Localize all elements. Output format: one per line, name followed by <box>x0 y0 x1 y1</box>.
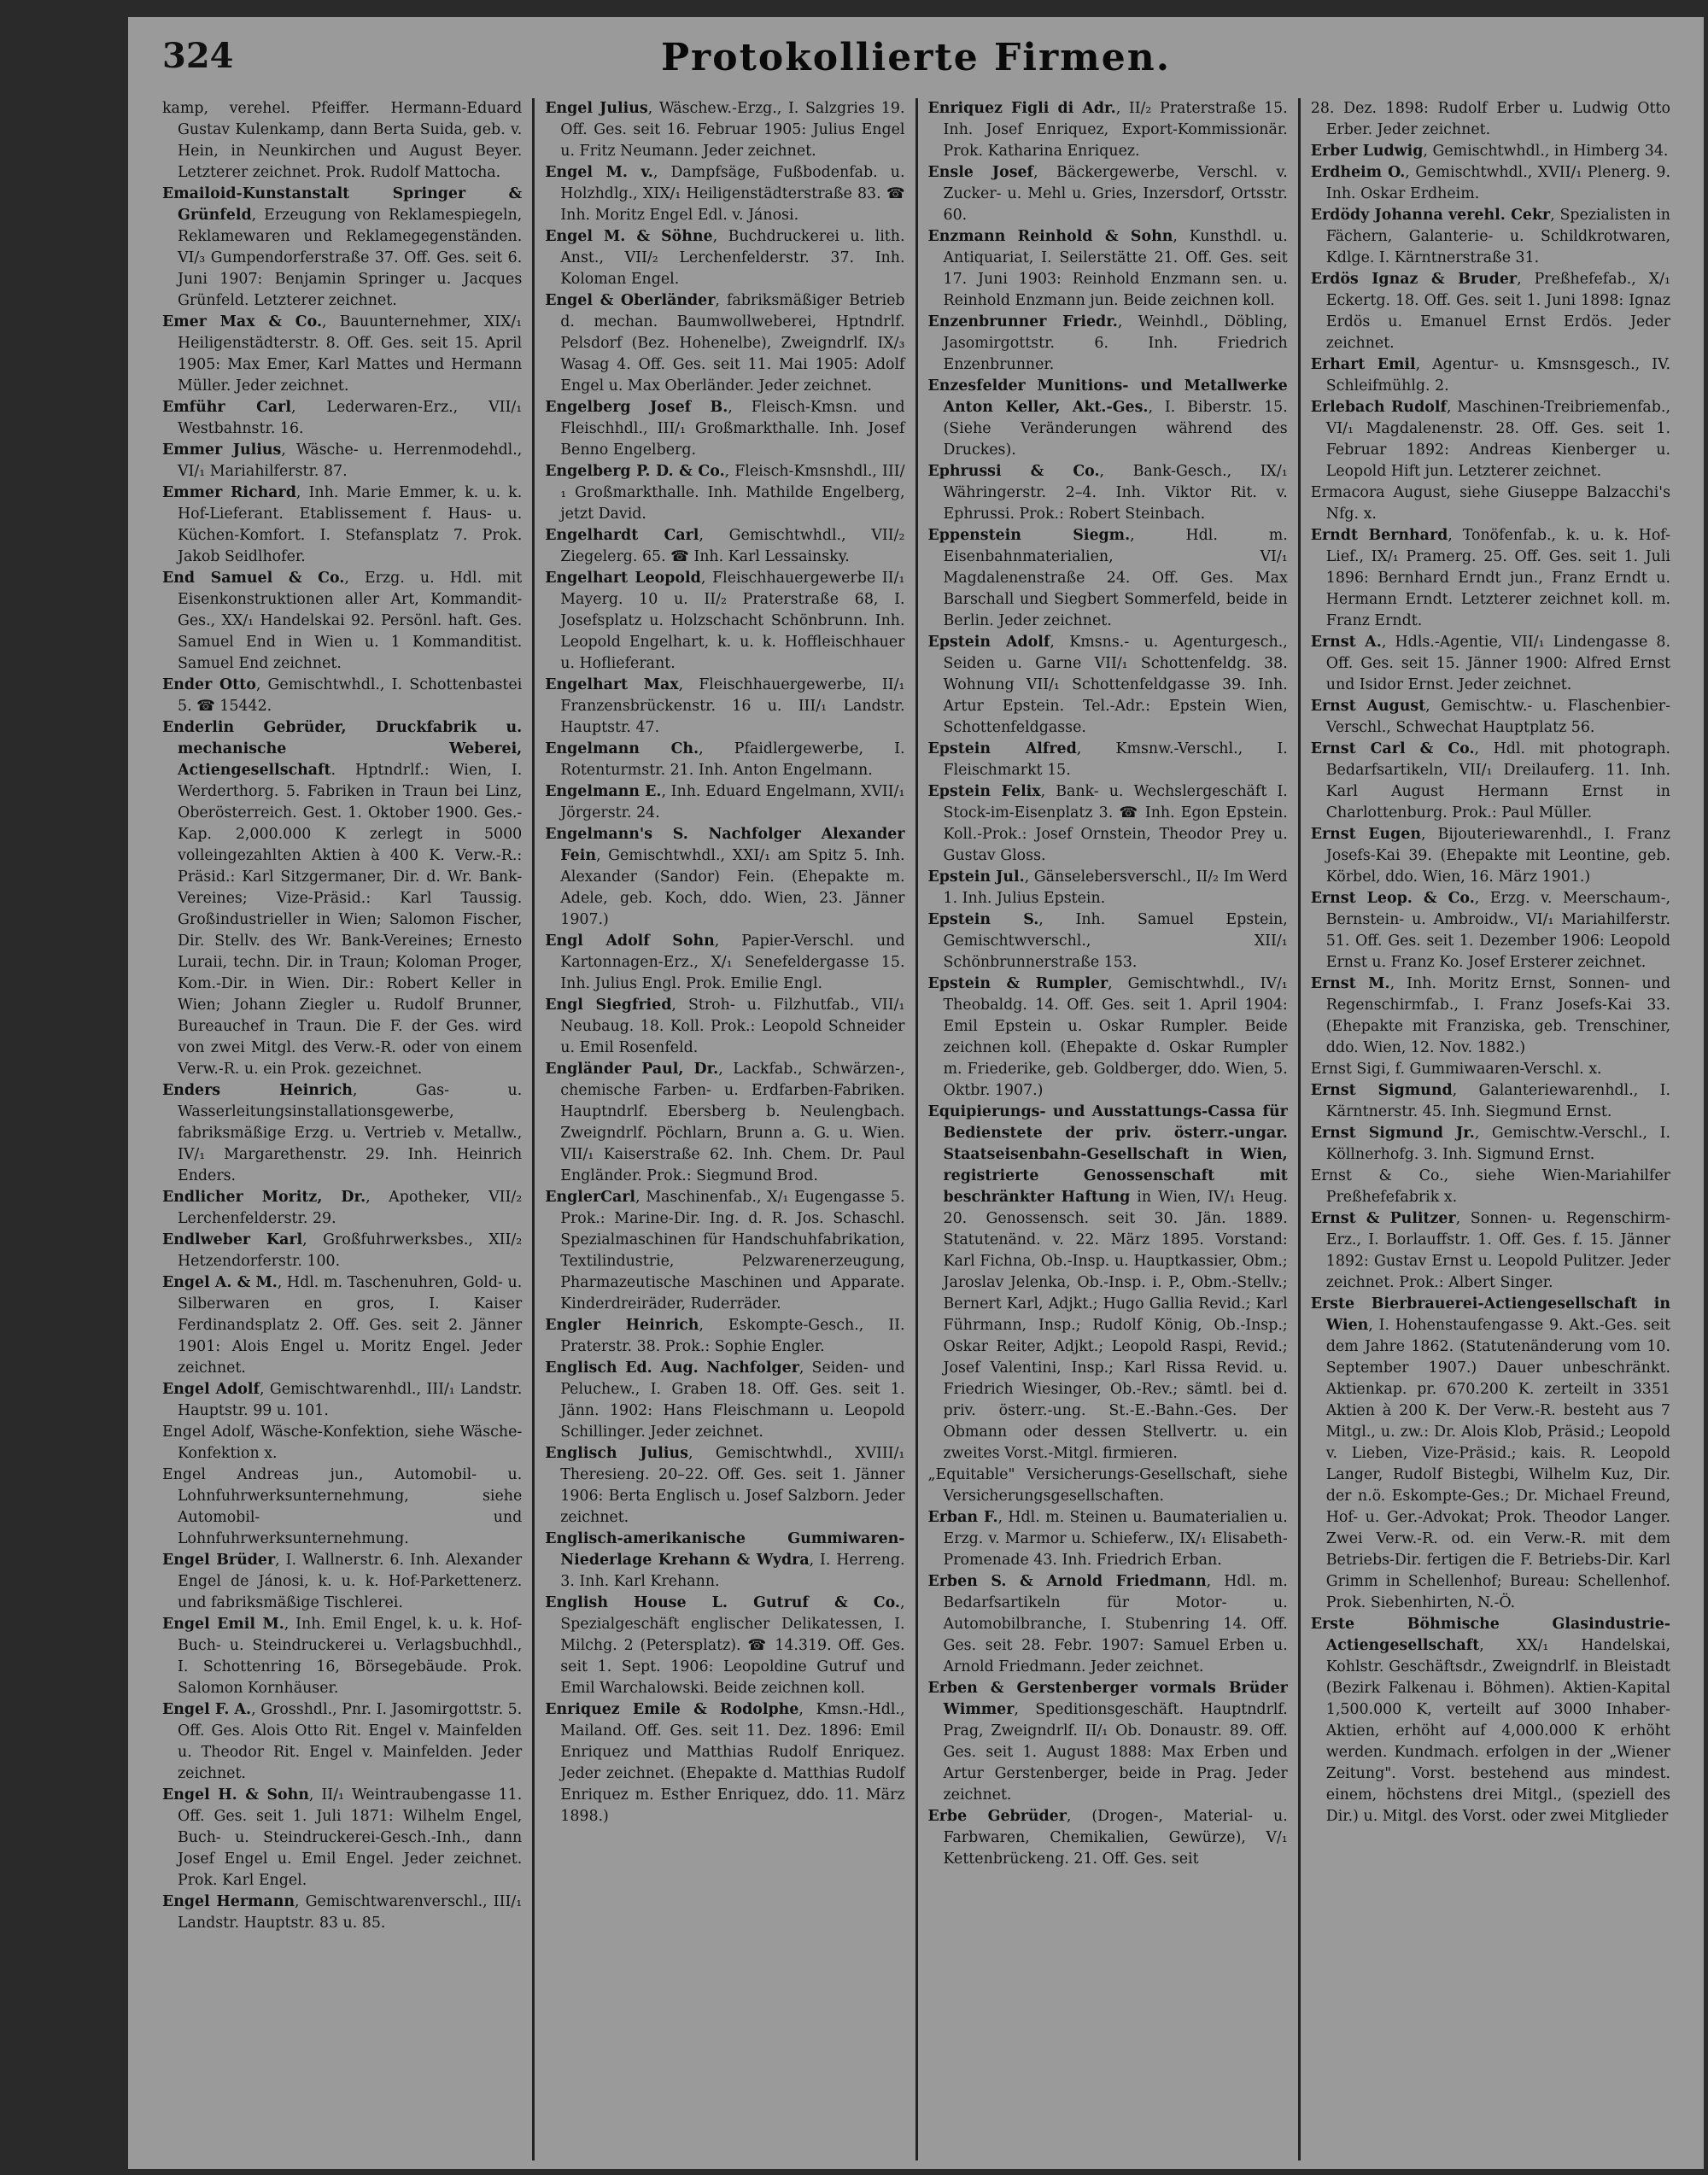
firm-name: Epstein Jul. <box>927 868 1025 886</box>
entry-text: , Fleischhauergewerbe, II/₁ Franzensbrückenstr. 16 u. III/₁ Landstr. Hauptstr. 47. <box>560 676 905 736</box>
entry-text: , Gemischtwhdl., VII/₂ Ziegelerg. 65. ☎ Inh. Karl Lessainsky. <box>560 527 905 565</box>
firm-name: Ernst M. <box>1310 975 1390 992</box>
firm-name: Engl Siegfried <box>545 997 672 1014</box>
entry-text: , Fleisch-Kmsnshdl., III/₁ Großmarkthalle. Inh. Mathilde Engelberg, jetzt David. <box>560 463 905 523</box>
entry-text: , II/₂ Praterstraße 15. Inh. Josef Enriquez, Export-Kommissionär. Prok. Katharina Enriquez. <box>943 100 1288 160</box>
firm-name: Enriquez Figli di Adr. <box>927 100 1116 117</box>
firm-name: Emmer Julius <box>162 441 282 459</box>
directory-entry <box>162 482 522 568</box>
directory-entry <box>162 1699 522 1785</box>
firm-name: Enderlin Gebrüder, Druckfabrik u. mechanische Weberei, Actiengesellschaft <box>162 719 523 779</box>
firm-name: Erlebach Rudolf <box>1310 399 1447 416</box>
entry-text: , Pfaidlergewerbe, I. Rotenturmstr. 21. Inh. Anton Engelmann. <box>560 740 905 779</box>
entry-text: , Maschinen-Treibriemenfab., VI/₁ Magdalenenstr. 28. Off. Ges. seit 1. Februar 1892: Andreas Kienberger u. Leopold Hift jun. Letzterer zeichnet. <box>1325 399 1670 480</box>
directory-entry <box>1311 98 1670 141</box>
firm-name: Engel M. v. <box>545 164 653 181</box>
directory-entry <box>928 461 1288 525</box>
page-number: 324 <box>162 36 234 76</box>
directory-entry <box>162 675 522 717</box>
directory-entry <box>928 525 1288 632</box>
directory-entry <box>162 717 522 1080</box>
directory-entry <box>1311 824 1670 888</box>
directory-entry <box>545 98 904 162</box>
entry-text: , Bäckergewerbe, Verschl. v. Zucker- u. Mehl u. Gries, Inzersdorf, Ortsstr. 60. <box>943 164 1288 224</box>
firm-name: Emer Max & Co. <box>162 313 322 330</box>
firm-name: Enzenbrunner Friedr. <box>927 313 1118 330</box>
entry-text: , Erzg. v. Meerschaum-, Bernstein- u. Ambroidw., VI/₁ Mariahilferstr. 51. Off. Ges. seit 1. Dezember 1906: Leopold Ernst u. Franz Ko. Josef Ersterer zeichnet. <box>1325 890 1670 971</box>
directory-entry <box>1311 739 1670 824</box>
entry-text: , XX/₁ Handelskai, Kohlstr. Geschäftsdr., Zweigndrlf. in Bleistadt (Bezirk Falkenau i. Böhmen). Aktien-Kapital 1,500.000 K, verteilt auf 3000 Inhaber-Aktien, erhöht auf 4,000.000 K erhöht werden. Kundmach. erfolgen in der „Wiener Zeitung". Vorst. bestehend aus mindest. einem, höchstens drei Mitgl., (speziell des Dir.) u. Mitgl. des Vorst. oder zwei Mitglieder <box>1325 1637 1670 1825</box>
directory-entry <box>545 824 904 931</box>
directory-entry <box>545 675 904 739</box>
firm-name: EnglerCarl <box>545 1189 636 1206</box>
directory-entry <box>928 312 1288 376</box>
directory-entry <box>162 440 522 482</box>
directory-entry <box>1311 632 1670 696</box>
firm-name: Ernst Leop. & Co. <box>1310 890 1475 907</box>
directory-entry <box>162 1230 522 1272</box>
firm-name: Engel M. & Söhne <box>545 228 713 245</box>
directory-entry <box>1311 269 1670 354</box>
firm-name: Erbe Gebrüder <box>927 1808 1067 1825</box>
entry-text: , Agentur- u. Kmsnsgesch., IV. Schleifmühlg. 2. <box>1325 356 1670 395</box>
firm-name: Engelmann's S. Nachfolger Alexander Fein <box>545 826 905 864</box>
column-2 <box>535 98 917 2160</box>
firm-name: Englisch-amerikanische Gummiwaren-Niederlage Krehann & Wydra <box>545 1530 905 1569</box>
entry-text: , Inh. Moritz Ernst, Sonnen- und Regenschirmfab., I. Franz Josefs-Kai 33. (Ehepakte mit Franziska, geb. Trenschiner, ddo. Wien, 12. Nov. 1882.) <box>1325 975 1670 1056</box>
entry-text: , Gemischtwhdl., XVIII/₁ Theresieng. 20–22. Off. Ges. seit 1. Jänner 1906: Berta Englisch u. Josef Salzborn. Jeder zeichnet. <box>560 1445 905 1526</box>
entry-text: . Hptndrlf.: Wien, I. Werderthorg. 5. Fabriken in Traun bei Linz, Oberösterreich. Gest. 1. Oktober 1900. Ges.-Kap. 2,000.000 K zerlegt in 5000 volleingezahlten Aktien à 400 K. Verw.-R.: Präsid.: Karl Sitzgermaner, Dir. d. Wr. Bank-Vereines; Vize-Präsid.: Karl Taussig. Großindustrieller in Wien; Salomon Fischer, Dir. Stellv. des Wr. Bank-Vereines; Ernesto Luraii, techn. Dir. in Traun; Koloman Proger, Kom.-Dir. in Wien. Dir.: Robert Keller in Wien; Johann Ziegler u. Rudolf Brunner, Bureauchef in Traun. Die F. der Ges. wird von zwei Mitgl. des Verw.-R. oder von einem Verw.-R. u. ein Prok. gezeichnet. <box>178 762 523 1078</box>
firm-name: Engelhart Max <box>545 676 679 693</box>
firm-name: Engel Adolf <box>162 1381 260 1398</box>
entry-text: , Inh. Marie Emmer, k. u. k. Hof-Lieferant. Etablissement f. Haus- u. Küchen-Komfort. I. Stefansplatz 7. Prok. Jakob Seidlhofer. <box>178 484 523 565</box>
directory-entry <box>1311 1614 1670 1827</box>
firm-name: Engel F. A. <box>162 1701 252 1718</box>
entry-text: , Erzg. u. Hdl. mit Eisenkonstruktionen aller Art, Kommandit-Ges., XX/₁ Handelskai 92. Persönl. haft. Ges. Samuel End in Wien u. 1 Kommanditist. Samuel End zeichnet. <box>178 570 523 672</box>
directory-entry <box>928 376 1288 461</box>
directory-entry <box>162 1080 522 1187</box>
entry-text: Engel Adolf, Wäsche-Konfektion, siehe Wäsche-Konfektion x. <box>162 1424 523 1462</box>
entry-text: , Großfuhrwerksbes., XII/₂ Hetzendorferstr. 100. <box>178 1231 523 1270</box>
firm-name: Enriquez Emile & Rodolphe <box>545 1701 799 1718</box>
entry-text: , Kmsns.- u. Agenturgesch., Seiden u. Garne VII/₁ Schottenfeldg. 38. Wohnung VII/₁ Schottenfeldgasse 39. Inh. Artur Epstein. Tel.-Adr.: Epstein Wien, Schottenfeldgasse. <box>943 634 1288 736</box>
entry-text: , Bank-Gesch., IX/₁ Währingerstr. 2–4. Inh. Viktor Rit. v. Ephrussi. Prok.: Robert Steinbach. <box>943 463 1288 523</box>
directory-entry <box>928 98 1288 162</box>
directory-entry <box>1311 397 1670 482</box>
column-1 <box>152 98 535 2160</box>
firm-name: Engelhardt Carl <box>545 527 699 544</box>
directory-entry <box>162 568 522 675</box>
firm-name: Engel & Oberländer <box>545 292 716 309</box>
directory-entry <box>928 1571 1288 1678</box>
firm-name: Epstein Alfred <box>927 740 1077 757</box>
firm-name: Erste Böhmische Glasindustrie-Actiengesellschaft <box>1310 1616 1670 1654</box>
firm-name: Erdödy Johanna verehl. Cekr <box>1310 207 1551 224</box>
firm-name: Epstein & Rumpler <box>927 975 1108 992</box>
entry-text: , (Drogen-, Material- u. Farbwaren, Chemikalien, Gewürze), V/₁ Kettenbrückeng. 21. Off. Ges. seit <box>943 1808 1288 1868</box>
entry-text: , Gemischtw.- u. Flaschenbier-Verschl., Schwechat Hauptplatz 56. <box>1325 698 1670 736</box>
directory-entry <box>545 739 904 781</box>
firm-name: Enzmann Reinhold & Sohn <box>927 228 1173 245</box>
firm-name: Epstein Adolf <box>927 634 1050 651</box>
entry-text: , Gemischtwarenverschl., III/₁ Landstr. Hauptstr. 83 u. 85. <box>178 1893 523 1932</box>
firm-name: Emailoid-Kunstanstalt Springer & Grünfeld <box>162 185 523 224</box>
entry-text: , II/₁ Weintraubengasse 11. Off. Ges. seit 1. Juli 1871: Wilhelm Engel, Buch- u. Steindruckerei-Gesch.-Inh., dann Josef Engel u. Emil Engel. Jeder zeichnet. Prok. Karl Engel. <box>178 1786 523 1889</box>
directory-entry <box>1311 525 1670 632</box>
entry-text: , Spezialisten in Fächern, Galanterie- u. Schildkrotwaren, Kdlge. I. Kärntnerstraße 31. <box>1325 207 1670 266</box>
firm-name: Ensle Josef <box>927 164 1034 181</box>
directory-entry <box>162 1465 522 1550</box>
directory-entry <box>928 632 1288 739</box>
entry-text: , Papier-Verschl. und Kartonnagen-Erz., X/₁ Senefeldergasse 15. Inh. Julius Engl. Prok. Emilie Engl. <box>560 933 905 992</box>
entry-text: Ernst Sigi, f. Gummiwaaren-Verschl. x. <box>1310 1061 1602 1078</box>
directory-entry <box>545 931 904 995</box>
directory-entry <box>162 184 522 312</box>
directory-entry <box>545 162 904 226</box>
directory-entry <box>1311 1166 1670 1208</box>
entry-text: , Apotheker, VII/₂ Lerchenfelderstr. 29. <box>178 1189 523 1227</box>
directory-entry <box>545 1699 904 1827</box>
entry-text: , Gemischtwhdl., in Himberg 34. <box>1423 143 1669 160</box>
entry-text: , Gemischtw.-Verschl., I. Köllnerhofg. 3. Inh. Sigmund Ernst. <box>1325 1125 1670 1163</box>
firm-name: Engl Adolf Sohn <box>545 933 715 950</box>
firm-name: Engel H. & Sohn <box>162 1786 309 1804</box>
entry-text: , Lederwaren-Erz., VII/₁ Westbahnstr. 16. <box>178 399 523 437</box>
firm-name: Erste Bierbrauerei-Actiengesellschaft in Wien <box>1310 1295 1670 1334</box>
directory-entry <box>928 1678 1288 1806</box>
directory-entry <box>545 397 904 461</box>
entry-text: , Speditionsgeschäft. Hauptndrlf. Prag, Zweigndrlf. II/₁ Ob. Donaustr. 89. Off. Ges. seit 1. August 1888: Max Erben und Artur Gerstenberger, beide in Prag. Jeder zeichnet. <box>943 1701 1288 1804</box>
directory-entry <box>545 525 904 568</box>
entry-text: , Weinhdl., Döbling, Jasomirgottstr. 6. Inh. Friedrich Enzenbrunner. <box>943 313 1288 373</box>
directory-entry <box>545 1529 904 1593</box>
entry-text: , Seiden- und Peluchew., I. Graben 18. Off. Ges. seit 1. Jänn. 1902: Hans Fleischmann u. Leopold Schillinger. Jeder zeichnet. <box>560 1359 905 1441</box>
firm-name: Ender Otto <box>162 676 256 693</box>
directory-entry <box>162 1187 522 1230</box>
firm-name: Erben S. & Arnold Friedmann <box>927 1573 1207 1590</box>
firm-name: Ernst & Pulitzer <box>1310 1210 1456 1227</box>
directory-entry <box>162 1379 522 1422</box>
entry-text: , Fleisch-Kmsn. und Fleischhdl., III/₁ Großmarkthalle. Inh. Josef Benno Engelberg. <box>560 399 905 459</box>
firm-name: Ernst Carl & Co. <box>1310 740 1475 757</box>
firm-name: Enders Heinrich <box>162 1082 353 1099</box>
directory-entry <box>928 162 1288 226</box>
entry-text: , I. Hohenstaufengasse 9. Akt.-Ges. seit dem Jahre 1862. (Statutenänderung vom 10. September 1907.) Dauer unbeschränkt. Aktienkap. pr. 670.200 K. zerteilt in 3351 Aktien à 200 K. Der Verw.-R. besteht aus 7 Mitgl., u. zw.: Dr. Alois Klob, Präsid.; Leopold v. Lieben, Vize-Präsid.; kais. R. Leopold Langer, Rudolf Bistegbi, Wilhelm Kuz, Dir. der n.ö. Eskompte-Ges.; Dr. Michael Freund, Hof- u. Ger.-Advokat; Prok. Theodor Langer. Zwei Verw.-R. od. ein Verw.-R. mit dem Betriebs-Dir. fertigen die F. Betriebs-Dir. Karl Grimm in Schellenhof; Bureau: Schellenhof. Prok. Siebenhirten, N.-Ö. <box>1325 1317 1670 1611</box>
directory-entry <box>1311 1059 1670 1080</box>
directory-entry <box>545 1059 904 1187</box>
firm-name: Engelberg P. D. & Co. <box>545 463 725 480</box>
entry-text: , Buchdruckerei u. lith. Anst., VII/₂ Lerchenfelderstr. 37. Inh. Koloman Engel. <box>560 228 905 288</box>
firm-name: Ernst Eugen <box>1310 826 1421 843</box>
firm-name: Engler Heinrich <box>545 1317 699 1334</box>
firm-name: Engländer Paul, Dr. <box>545 1061 719 1078</box>
entry-text: , Fleischhauergewerbe II/₁ Mayerg. 10 u. II/₂ Praterstraße 68, I. Josefsplatz u. Holzschacht Schönbrunn. Inh. Leopold Engelhart, k. u. k. Hoffleischhauer u. Hoflieferant. <box>560 570 905 672</box>
directory-entry <box>1311 1208 1670 1294</box>
entry-text: , Tonöfenfab., k. u. k. Hof-Lief., IX/₁ Pramerg. 25. Off. Ges. seit 1. Juli 1896: Bernhard Erndt jun., Franz Erndt u. Hermann Erndt. Letzterer zeichnet koll. m. Franz Erndt. <box>1325 527 1670 629</box>
directory-entry <box>1311 888 1670 973</box>
firm-name: Ernst August <box>1310 698 1426 715</box>
entry-text: , Bank- u. Wechslergeschäft I. Stock-im-Eisenplatz 3. ☎ Inh. Egon Epstein. Koll.-Prok.: Josef Ornstein, Theodor Prey u. Gustav Gloss. <box>943 783 1288 864</box>
entry-text: 28. Dez. 1898: Rudolf Erber u. Ludwig Otto Erber. Jeder zeichnet. <box>1310 100 1670 138</box>
directory-entry <box>1311 162 1670 205</box>
entry-text: , Preßhefefab., X/₁ Eckertg. 18. Off. Ges. seit 1. Juni 1898: Ignaz Erdös u. Emanuel Ernst Erdös. Jeder zeichnet. <box>1325 271 1670 352</box>
firm-name: Erndt Bernhard <box>1310 527 1448 544</box>
directory-entry <box>1311 1080 1670 1123</box>
firm-name: Epstein Felix <box>927 783 1041 800</box>
entry-text: , Kunsthdl. u. Antiquariat, I. Seilerstätte 21. Off. Ges. seit 17. Juni 1903: Reinhold Enzmann sen. u. Reinhold Enzmann jun. Beide zeichnen koll. <box>943 228 1288 309</box>
firm-name: Engelmann E. <box>545 783 662 800</box>
entry-text: , Dampfsäge, Fußbodenfab. u. Holzhdlg., XIX/₁ Heiligenstädterstraße 83. ☎ Inh. Moritz Engel Edl. v. Jánosi. <box>560 164 905 224</box>
directory-entry <box>545 781 904 824</box>
entry-text: , Spezialgeschäft englischer Delikatessen, I. Milchg. 2 (Petersplatz). ☎ 14.319. Off. Ges. seit 1. Sept. 1906: Leopoldine Gutruf und Emil Warchalowski. Beide zeichnen koll. <box>560 1594 905 1697</box>
column-4 <box>1301 98 1681 2160</box>
entry-text: , Hdl. m. Bedarfsartikeln für Motor- u. Automobilbranche, I. Stubenring 14. Off. Ges. seit 28. Febr. 1907: Samuel Erben u. Arnold Friedmann. Jeder zeichnet. <box>943 1573 1288 1675</box>
firm-name: Erdös Ignaz & Bruder <box>1310 271 1518 288</box>
directory-entry <box>1311 1123 1670 1166</box>
firm-name: Erben & Gerstenberger vormals Brüder Wimmer <box>927 1680 1288 1718</box>
directory-entry <box>928 867 1288 909</box>
columns-container <box>152 98 1681 2160</box>
firm-name: Erban F. <box>927 1509 998 1526</box>
column-3 <box>918 98 1301 2160</box>
entry-text: , Bauunternehmer, XIX/₁ Heiligenstädterstr. 8. Off. Ges. seit 15. April 1905: Max Emer, Karl Mattes und Hermann Müller. Jeder zeichnet. <box>178 313 523 395</box>
entry-text: , Maschinenfab., X/₁ Eugengasse 5. Prok.: Marine-Dir. Ing. d. R. Jos. Schaschl. Spezialmaschinen für Handschuhfabrikation, Textilindustrie, Pelzwarenerzeugung, Pharmazeutische Maschinen und Apparate. Kinderdreiräder, Ruderräder. <box>560 1189 905 1313</box>
firm-name: Ernst Sigmund <box>1310 1082 1453 1099</box>
firm-name: Ernst A. <box>1310 634 1382 651</box>
entry-text: , I. Herreng. 3. Inh. Karl Krehann. <box>560 1552 905 1590</box>
firm-name: Endlicher Moritz, Dr. <box>162 1189 366 1206</box>
firm-name: Engel Julius <box>545 100 648 117</box>
entry-text: , Grosshdl., Pnr. I. Jasomirgottstr. 5. Off. Ges. Alois Otto Rit. Engel v. Mainfelden u. Theodor Rit. Engel v. Mainfelden. Jeder zeichnet. <box>178 1701 523 1782</box>
entry-text: , fabriksmäßiger Betrieb d. mechan. Baumwollweberei, Hptndrlf. Pelsdorf (Bez. Hohenelbe), Zweigndrlf. IX/₃ Wasag 4. Off. Ges. seit 11. Mai 1905: Adolf Engel u. Max Oberländer. Jeder zeichnet. <box>560 292 905 395</box>
directory-entry <box>1311 696 1670 739</box>
firm-name: Erber Ludwig <box>1310 143 1424 160</box>
entry-text: , Inh. Eduard Engelmann, XVII/₁ Jörgerstr. 24. <box>560 783 905 821</box>
entry-text: Engel Andreas jun., Automobil- u. Lohnfuhrwerksunternehmung, siehe Automobil- und Lohnfuhrwerksunternehmung. <box>162 1466 523 1547</box>
firm-name: Englisch Ed. Aug. Nachfolger <box>545 1359 799 1377</box>
entry-text: , Lackfab., Schwärzen-, chemische Farben- u. Erdfarben-Fabriken. Hauptndrlf. Ebersberg b. Neulengbach. Zweigndrlf. Pöchlarn, Brunn a. G. u. Wien. VII/₁ Kaiserstraße 62. Inh. Chem. Dr. Paul Engländer. Prok.: Siegmund Brod. <box>560 1061 905 1184</box>
firm-name: End Samuel & Co. <box>162 570 345 587</box>
firm-name: Epstein S. <box>927 911 1039 928</box>
directory-entry <box>545 995 904 1059</box>
directory-entry <box>928 1806 1288 1870</box>
directory-entry <box>162 98 522 184</box>
firm-name: Emführ Carl <box>162 399 291 416</box>
directory-entry <box>1311 354 1670 397</box>
entry-text: , Hdl. mit photograph. Bedarfsartikeln, VII/₁ Dreilauferg. 11. Inh. Karl August Hermann Ernst in Charlottenburg. Prok.: Paul Müller. <box>1325 740 1670 821</box>
entry-text: , Erzeugung von Reklamespiegeln, Reklamewaren und Reklamegegenständen. VI/₃ Gumpendorferstraße 37. Off. Ges. seit 6. Juni 1907: Benjamin Springer u. Jacques Grünfeld. Letzterer zeichnet. <box>178 207 523 309</box>
firm-name: Enzesfelder Munitions- und Metallwerke Anton Keller, Akt.-Ges. <box>927 377 1288 416</box>
entry-text: in Wien, IV/₁ Heug. 20. Genossensch. seit 30. Jän. 1889. Statutenänd. v. 22. März 1895. Vorstand: Karl Fichna, Ob.-Insp. u. Hauptkassier, Obm.; Jaroslav Jelenka, Ob.-Insp. i. P., Obm.-Stellv.; Bernert Karl, Adjkt.; Hugo Gallia Revid.; Karl Führmann, Insp.; Rudolf König, Ob.-Insp.; Oskar Reiter, Adjkt.; Leopold Raspi, Revid.; Josef Valentini, Insp.; Karl Rissa Revid. u. Friedrich Wiesinger, Ob.-Rev.; sämtl. bei d. priv. österr.-ung. St.-E.-Bahn.-Ges. Der Obmann oder dessen Stellvertr. u. ein zweites Vorst.-Mitgl. firmieren. <box>943 1189 1288 1462</box>
directory-entry <box>162 397 522 440</box>
firm-name: Ernst Sigmund Jr. <box>1310 1125 1475 1142</box>
entry-text: , Sonnen- u. Regenschirm-Erz., I. Borlauffstr. 1. Off. Ges. f. 15. Jänner 1892: Gustav Ernst u. Leopold Pulitzer. Jeder zeichnet. Prok.: Albert Singer. <box>1325 1210 1671 1291</box>
directory-entry <box>162 1272 522 1379</box>
entry-text: , Gemischtwhdl., XVII/₁ Plenerg. 9. Inh. Oskar Erdheim. <box>1325 164 1670 202</box>
directory-entry <box>545 1358 904 1443</box>
directory-entry <box>545 1187 904 1315</box>
firm-name: Engel Brüder <box>162 1552 276 1569</box>
directory-page <box>128 17 1704 2169</box>
entry-text: , Eskompte-Gesch., II. Praterstr. 38. Prok.: Sophie Engler. <box>560 1317 905 1355</box>
entry-text: , Bijouteriewarenhdl., I. Franz Josefs-Kai 39. (Ehepakte mit Leontine, geb. Körbel, ddo. Wien, 16. März 1901.) <box>1325 826 1670 886</box>
firm-name: Engel Emil M. <box>162 1616 284 1633</box>
page-title: Protokollierte Firmen. <box>660 36 1172 79</box>
entry-text: , Hdl. m. Taschenuhren, Gold- u. Silberwaren en gros, I. Kaiser Ferdinandsplatz 2. Off. Ges. seit 2. Jänner 1901: Alois Engel u. Moritz Engel. Jeder zeichnet. <box>178 1274 523 1377</box>
entry-text: , Gemischtwhdl., I. Schottenbastei 5. ☎ 15442. <box>178 676 523 715</box>
entry-text: , Gemischtwarenhdl., III/₁ Landstr. Hauptstr. 99 u. 101. <box>178 1381 523 1419</box>
directory-entry <box>928 1102 1288 1465</box>
directory-entry <box>545 1443 904 1529</box>
entry-text: „Equitable" Versicherungs-Gesellschaft, siehe Versicherungsgesellschaften. <box>927 1466 1288 1505</box>
directory-entry <box>928 739 1288 781</box>
firm-name: Ephrussi & Co. <box>927 463 1100 480</box>
directory-entry <box>545 290 904 397</box>
firm-name: Engel A. & M. <box>162 1274 278 1291</box>
firm-name: Engel Hermann <box>162 1893 295 1910</box>
directory-entry <box>545 568 904 675</box>
entry-text: , Hdl. m. Steinen u. Baumaterialien u. Erzg. v. Marmor u. Schieferw., IX/₁ Elisabeth-Promenade 43. Inh. Friedrich Erban. <box>943 1509 1288 1569</box>
entry-text: , Stroh- u. Filzhutfab., VII/₁ Neubaug. 18. Koll. Prok.: Leopold Schneider u. Emil Rosenfeld. <box>560 997 905 1056</box>
firm-name: English House L. Gutruf & Co. <box>545 1594 900 1611</box>
directory-entry <box>1311 973 1670 1059</box>
entry-text: , Hdl. m. Eisenbahnmaterialien, VI/₁ Magdalenenstraße 24. Off. Ges. Max Barschall und Siegbert Sommerfeld, beide in Berlin. Jeder zeichnet. <box>943 527 1288 629</box>
entry-text: , Gemischtwhdl., IV/₁ Theobaldg. 14. Off. Ges. seit 1. April 1904: Emil Epstein u. Oskar Rumpler. Beide zeichnen koll. (Ehepakte d. Oskar Rumpler m. Friederike, geb. Goldberger, ddo. Wien, 5. Oktbr. 1907.) <box>943 975 1288 1099</box>
firm-name: Emmer Richard <box>162 484 296 501</box>
entry-text: , Wäsche- u. Herrenmodehdl., VI/₁ Mariahilferstr. 87. <box>178 441 523 480</box>
entry-text: Ermacora August, siehe Giuseppe Balzacchi's Nfg. x. <box>1310 484 1670 523</box>
directory-entry <box>928 226 1288 312</box>
entry-text: , Inh. Emil Engel, k. u. k. Hof-Buch- u. Steindruckerei u. Verlagsbuchhdl., I. Schottenring 16, Börsegebäude. Prok. Salomon Kornhäuser. <box>178 1616 523 1697</box>
entry-text: , I. Wallnerstr. 6. Inh. Alexander Engel de Jánosi, k. u. k. Hof-Parkettenerz. und fabriksmäßige Tischlerei. <box>178 1552 523 1611</box>
directory-entry <box>1311 205 1670 269</box>
firm-name: Endlweber Karl <box>162 1231 303 1248</box>
directory-entry <box>162 1550 522 1614</box>
directory-entry <box>928 1465 1288 1507</box>
entry-text: Ernst & Co., siehe Wien-Mariahilfer Preßhefefabrik x. <box>1310 1167 1670 1206</box>
firm-name: Engelberg Josef B. <box>545 399 728 416</box>
entry-text: , Inh. Samuel Epstein, Gemischtwverschl., XII/₁ Schönbrunnerstraße 153. <box>943 911 1288 971</box>
entry-text: , Gemischtwhdl., XXI/₁ am Spitz 5. Inh. Alexander (Sandor) Fein. (Ehepakte m. Adele, geb. Koch, ddo. Wien, 23. Jänner 1907.) <box>560 847 905 928</box>
entry-text: , Wäschew.-Erzg., I. Salzgries 19. Off. Ges. seit 16. Februar 1905: Julius Engel u. Fritz Neumann. Jeder zeichnet. <box>560 100 905 160</box>
entry-text: , Gas- u. Wasserleitungsinstallationsgewerbe, fabriksmäßige Erzg. u. Vertrieb v. Metallw., IV/₁ Margarethenstr. 29. Inh. Heinrich Enders. <box>178 1082 523 1184</box>
entry-text: , Hdls.-Agentie, VII/₁ Lindengasse 8. Off. Ges. seit 15. Jänner 1900: Alfred Ernst und Isidor Ernst. Jeder zeichnet. <box>1325 634 1670 693</box>
directory-entry <box>162 1891 522 1934</box>
firm-name: Engelhart Leopold <box>545 570 701 587</box>
directory-entry <box>162 1785 522 1891</box>
entry-text: , Kmsnw.-Verschl., I. Fleischmarkt 15. <box>943 740 1288 779</box>
directory-entry <box>545 1593 904 1699</box>
directory-entry <box>928 781 1288 867</box>
directory-entry <box>545 461 904 525</box>
firm-name: Eppenstein Siegm. <box>927 527 1131 544</box>
entry-text: , I. Biberstr. 15. (Siehe Veränderungen während des Druckes). <box>943 399 1288 459</box>
directory-entry <box>162 1422 522 1465</box>
entry-text: , Galanteriewarenhdl., I. Kärntnerstr. 45. Inh. Siegmund Ernst. <box>1325 1082 1670 1120</box>
directory-entry <box>162 312 522 397</box>
entry-text: , Gänselebersverschl., II/₂ Im Werd 1. Inh. Julius Epstein. <box>943 868 1288 907</box>
directory-entry <box>928 973 1288 1102</box>
directory-entry <box>162 1614 522 1699</box>
firm-name: Erdheim O. <box>1310 164 1406 181</box>
firm-name: Englisch Julius <box>545 1445 688 1462</box>
directory-entry <box>1311 482 1670 525</box>
directory-entry <box>928 909 1288 973</box>
firm-name: Erhart Emil <box>1310 356 1416 373</box>
directory-entry <box>928 1507 1288 1571</box>
firm-name: Equipierungs- und Ausstattungs-Cassa für Bedienstete der priv. österr.-ungar. Staatseisenbahn-Gesellschaft in Wien, registrierte Genossenschaft mit beschränkter Haftung <box>927 1103 1288 1206</box>
entry-text: kamp, verehel. Pfeiffer. Hermann-Eduard Gustav Kulenkamp, dann Berta Suida, geb. v. Hein, in Neunkirchen und August Beyer. Letzterer zeichnet. Prok. Rudolf Mattocha. <box>162 100 523 181</box>
entry-text: , Kmsn.-Hdl., Mailand. Off. Ges. seit 11. Dez. 1896: Emil Enriquez und Matthias Rudolf Enriquez. Jeder zeichnet. (Ehepakte d. Matthias Rudolf Enriquez m. Esther Enriquez, ddo. 11. März 1898.) <box>560 1701 905 1825</box>
directory-entry <box>1311 141 1670 162</box>
directory-entry <box>1311 1294 1670 1614</box>
page-header <box>128 36 1704 96</box>
directory-entry <box>545 1315 904 1358</box>
directory-entry <box>545 226 904 290</box>
firm-name: Engelmann Ch. <box>545 740 699 757</box>
